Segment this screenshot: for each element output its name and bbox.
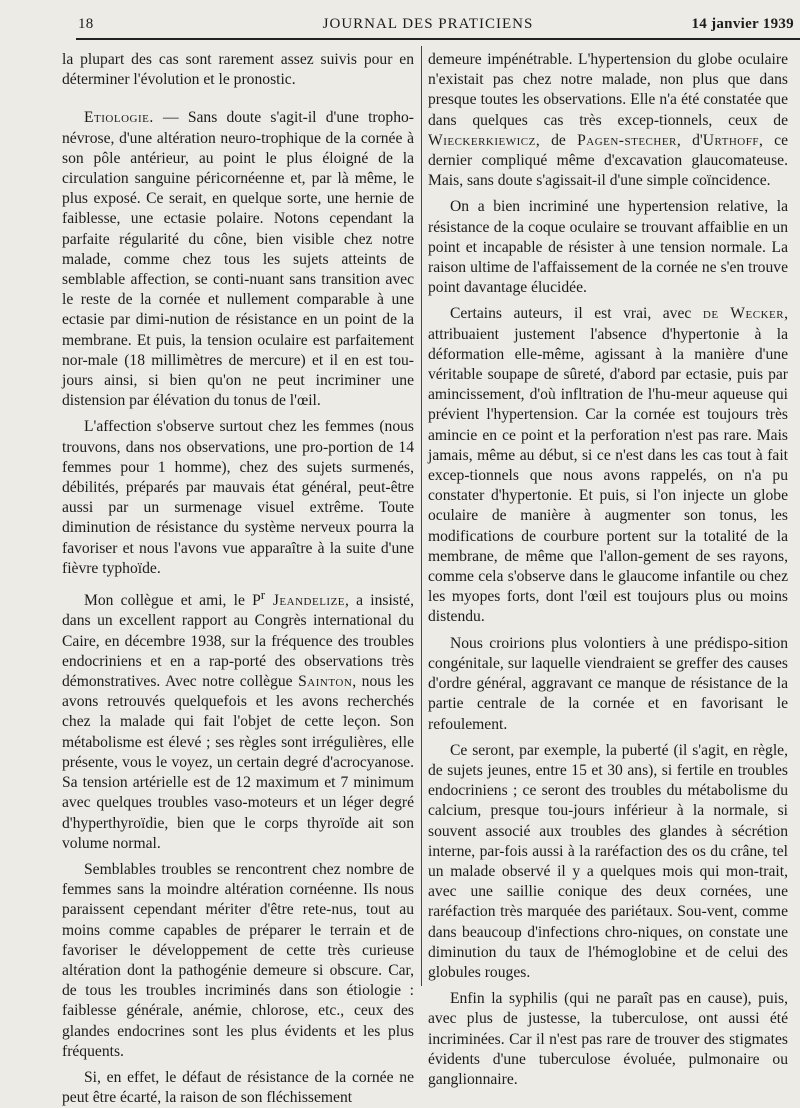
author-name: Wieckerkiewicz [428,131,536,149]
paragraph: L'affection s'observe surtout chez les femmes (nous trouvons, dans nos observations, une pro-portion de 14 femmes pour 1 homme), chez des sujets surmenés, débilités, préparés par mauvais état général, peut-être aussi par un surmenage visuel extrême. Toute diminution de résistance du système nerveux pourra la favoriser et nous l'avons vue apparaître à la suite d'une fièvre typhoïde. [62,418,414,577]
text-run: , d' [676,131,703,149]
column-divider [421,46,422,986]
text-run: , ce dernier compliqué même d'excavation glaucomateuse. Mais, sans doute s'agissait-il d'une simple coïncidence. [428,131,788,190]
right-column [428,50,788,1090]
author-name: Jeandelize [265,592,346,610]
text-run: , de [535,131,578,149]
text-run: , nous les avons retrouvés quelquefois et les avons recherchés chez la malade qui fait l'objet de cette leçon. Son métabolisme est élevé ; ses règles sont irrégulières, elle présente, vous le voyez, un certain degré d'acrocyanose. Sa tension artérielle est de 12 maximum et 7 minimum avec quelques troubles vaso-moteurs et un léger degré d'hyperthyroïdie, bien que le corps thyroïde ait son volume normal. [62,673,414,852]
left-column [62,50,414,1108]
text-run: demeure impénétrable. L'hypertension du globe oculaire n'existait pas chez notre malade, non plus que dans presque toutes les observations. Elle n'a été constatée que dans quelques cas très excep-tionnels, ceux de [428,51,788,129]
paragraph: Si, en effet, le défaut de résistance de la cornée ne peut être écarté, la raison de son fléchissement [62,1068,414,1107]
paragraph: la plupart des cas sont rarement assez suivis pour en déterminer l'évolution et le pronostic. [62,51,414,89]
running-header [62,14,794,38]
superscript: r [260,587,266,603]
author-name: Sainton [298,673,353,691]
paragraph [428,50,788,191]
paragraph: Ce seront, par exemple, la puberté (il s'agit, en règle, de sujets jeunes, entre 15 et 30 ans), si fertile en troubles endocriniens ; ce seront des troubles du métabolisme du calcium, presque tou-jours inférieur à la normale, si souvent associé aux troubles des glandes à sécrétion interne, par-fois aussi à la raréfaction des os du crâne, tel un malade observé il y a quelques mois qui mon-trait, avec une saillie conique des deux cornées, une raréfaction très marquée des pariétaux. Sou-vent, comme dans beaucoup d'infections chro-niques, on constate une diminution du taux de l'hémoglobine et de celui des globules rouges. [428,741,788,981]
paragraph [428,304,788,627]
author-name: Urthoff [702,131,759,149]
paragraph: Enfin la syphilis (qui ne paraît pas en cause), puis, avec plus de justesse, la tuberculose, ont aussi été incriminées. Car il n'est pas rare de trouver des stigmates évidents d'une tuberculose évoluée, pulmonaire ou ganglionnaire. [428,990,788,1088]
page-number: 18 [78,16,94,32]
issue-date: 14 janvier 1939 [691,16,794,32]
header-rule [76,38,800,40]
paragraph [62,585,414,854]
text-run: , a insisté, dans un excellent rapport au Congrès international du Caire, en décembre 1938, sur la fréquence des troubles endocriniens et en a rap-porté des observations très démonstratives. Avec notre collègue [62,592,415,691]
author-name: de Wecker [702,305,785,323]
paragraph: On a bien incriminé une hypertension relative, la résistance de la coque oculaire se trouvant affaiblie en un point et incapable de résister à une tension normale. La raison ultime de l'affaissement de la cornée ne s'en trouve point davantage élucidée. [428,198,788,297]
text-run: Mon collègue et ami, le P [84,592,261,610]
author-name: Pagen-stecher [577,131,677,149]
section-heading: Etiologie. [84,109,154,127]
text-run: Certains auteurs, il est vrai, avec [450,305,703,323]
paragraph-text: — Sans doute s'agit-il d'une tropho-névrose, d'une altération neuro-trophique de la cornée à son pôle antérieur, au point le plus éloigné de la circulation sanguine péricornéenne et, par là même, le plus exposé. Ce serait, en quelque sorte, une hernie de faiblesse, une ectasie polaire. Notons cependant la parfaite régularité du cône, bien visible chez notre malade, comme chez tous les sujets atteints de semblable affection, se conti-nuant sans transition avec le reste de la cornée et nullement comparable à une ectasie par dimi-nution de résistance en un point de la membrane. Et puis, la tension oculaire est parfaitement nor-male (18 millimètres de mercure) et il en est tou-jours ainsi, si bien qu'on ne peut incriminer une distension par élévation du tonus de l'œil. [62,109,414,410]
journal-title: JOURNAL DES PRATICIENS [322,16,534,32]
paragraph: Semblables troubles se rencontrent chez nombre de femmes sans la moindre altération cornéenne. Ils nous paraissent cependant mériter d'être rete-nus, tout au moins comme capables de préparer le terrain et de favoriser le développement de cette très curieuse altération dont la pathogénie demeure si obscure. Car, de tous les troubles incriminés dans son étiologie : faiblesse générale, anémie, chlorose, etc., ceux des glandes endocrines sont les plus évidents et les plus fréquents. [62,860,414,1060]
paragraph: Nous croirions plus volontiers à une prédispo-sition congénitale, sur laquelle viendraient se greffer des causes d'ordre général, aggravant ce manque de résistance de la partie centrale de la cornée et en favorisant le refoulement. [428,634,788,733]
paragraph-etiologie [62,108,414,411]
text-run: , attribuaient justement l'absence d'hypertonie à la déformation elle-même, agissant à la manière d'une véritable soupape de sûreté, d'abord par ectasie, puis par amincissement, d'où infltration de l'hu-meur aqueuse qui prévient l'hypertension. Car la cornée est toujours très amincie en ce point et la perforation n'est pas rare. Mais jamais, même au début, si ce n'est dans les cas tout à fait excep-tionnels que nous avons rappelés, on n'a pu constater d'hypertonie. Et puis, si l'on injecte un globe oculaire de manière à augmenter son tonus, les modifications de courbure portent sur la totalité de la membrane, de même que l'allon-gement de ses rayons, comme cela s'observe dans le glaucome infantile ou chez les myopes forts, dont l'œil est toujours plus ou moins distendu. [428,305,788,626]
